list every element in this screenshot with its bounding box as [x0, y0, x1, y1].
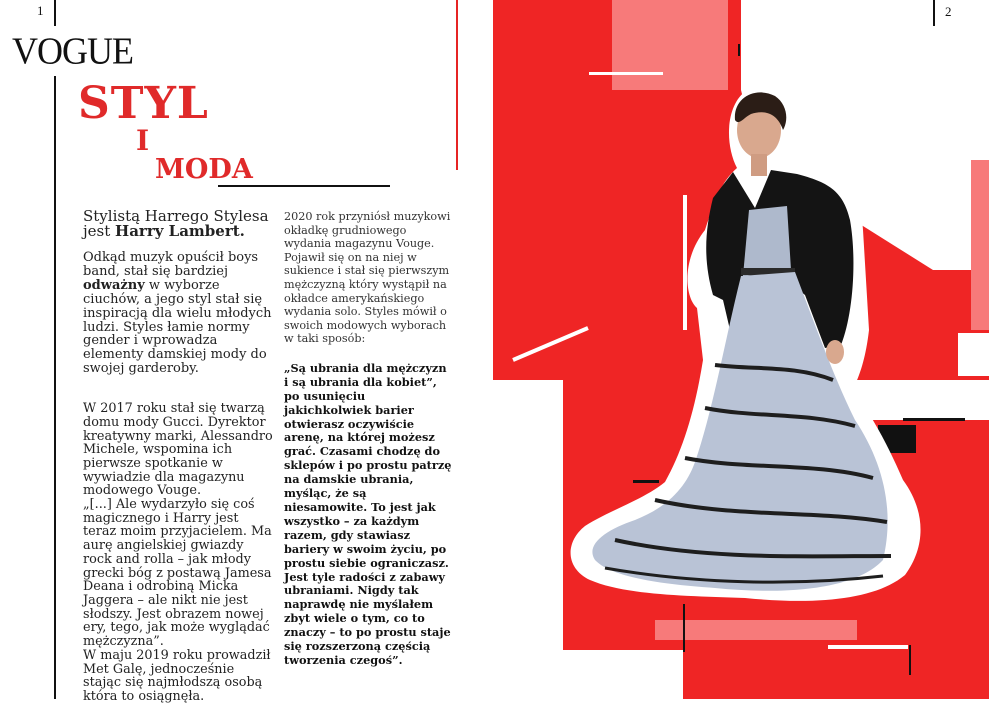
paragraph-1-text-b: w wyborze ciuchów, a jego styl stał się inspiracją dla wielu młodych ludzi. Styles łamie normy gender i wprowadza elementy damskiej mody do swojej garderoby.: [83, 277, 272, 377]
article-column-1: [83, 209, 275, 704]
page-number-left: 1: [37, 3, 44, 18]
lead-text: Stylistą Harrego Stylesa jest: [83, 207, 269, 240]
paragraph-1: [83, 251, 275, 376]
white-line-bottom: [828, 645, 908, 649]
page-rule-top-right: [933, 0, 935, 26]
red-rule-center: [456, 0, 458, 170]
article-column-2: [284, 210, 452, 668]
neck: [751, 154, 767, 176]
paragraph-4: W maju 2019 roku prowadził Met Galę, jednocześnie stając się najmłodszą osobą która to osiągnęła.: [83, 647, 271, 704]
pink-block-top: [612, 0, 728, 90]
page-number-right: 2: [945, 4, 952, 19]
black-tick-bottom: [909, 645, 911, 675]
paragraph-3: „[...] Ale wydarzyło się coś magicznego i Harry jest teraz moim przyjacielem. Ma aurę angielskiej gwiazdy rock and rolla – jak młody grecki bóg z postawą Jamesa Deana i odrobiną Micka Jaggera – ale nikt nie jest słodszy. Jest obrazem nowej ery, tego, jak może wyglądać mężczyzna”.: [83, 497, 272, 650]
white-notch-right: [958, 333, 989, 376]
title-line-2: I: [136, 124, 150, 157]
black-mark-top: [738, 44, 740, 56]
lead-paragraph: [83, 209, 275, 239]
dress-bodice: [743, 206, 791, 276]
paragraph-2: W 2017 roku stał się twarzą domu mody Gucci. Dyrektor kreatywny marki, Alessandro Michele, wspomina ich pierwsze spotkanie w wywiadzie dla magazynu modowego Vouge.: [83, 401, 273, 499]
masthead-logo: VOGUE: [12, 30, 133, 72]
right-hand: [826, 340, 844, 364]
page-rule-left: [54, 76, 56, 699]
paragraph-1-bold: odważny: [83, 277, 145, 293]
page-rule-top-left: [54, 0, 56, 26]
intro-paragraph: 2020 rok przyniósł muzykowi okładkę grudniowego wydania magazynu Vouge. Pojawił się on na niej w sukience i stał się pierwszym mężczyzną który wystąpił na okładce amerykańskiego wydania solo. Styles mówił o swoich modowych wyborach w taki sposób:: [284, 210, 451, 346]
pink-bar-bottom: [655, 620, 857, 640]
paragraph-1-text-a: Odkąd muzyk opuścił boys band, stał się bardziej: [83, 250, 259, 279]
pink-strip-right: [971, 160, 989, 330]
title-underline: [218, 185, 390, 187]
lead-name: Harry Lambert.: [115, 222, 245, 240]
white-line-top: [589, 72, 663, 75]
harry-styles-photo: [565, 90, 925, 610]
title-line-1: STYL: [78, 78, 209, 129]
quote-paragraph: „Są ubrania dla mężczyzn i są ubrania dla kobiet”, po usunięciu jakichkolwiek barier otwierasz oczywiście arenę, na której możesz grać. Czasami chodzę do sklepów i po prostu patrzę na damskie ubrania, myśląc, że są niesamowite. To jest jak wszystko – za każdym razem, gdy stawiasz bariery w swoim życiu, po prostu siebie ograniczasz. Jest tyle radości z zabawy ubraniami. Nigdy tak naprawdę nie myślałem zbyt wiele o tym, co to znaczy – to po prostu staje się rozszerzoną częścią tworzenia czegoś”.: [284, 360, 452, 667]
title-line-3: MODA: [155, 154, 253, 185]
black-line-bottom: [683, 604, 685, 652]
